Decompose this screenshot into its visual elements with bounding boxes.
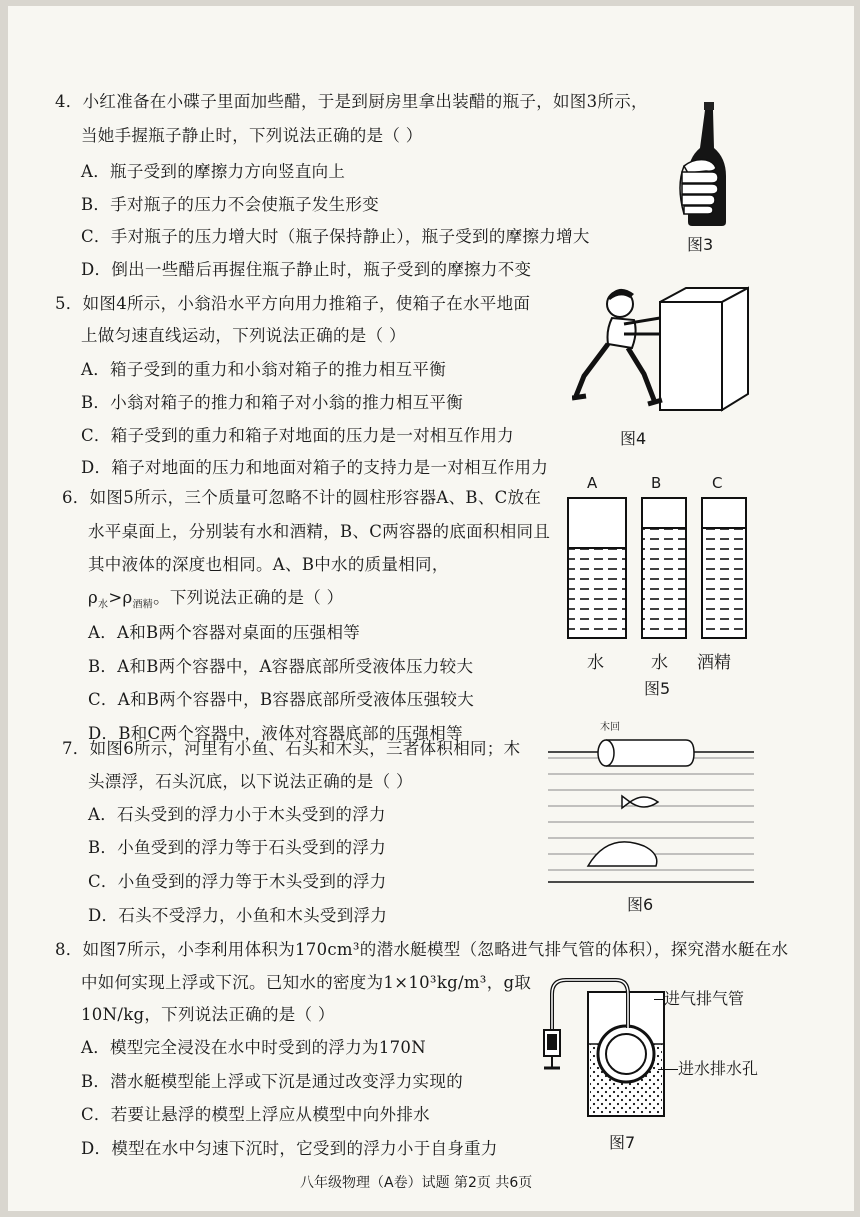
container-b-liquid: 水 <box>651 653 668 673</box>
greater-than-rho: >ρ <box>108 588 133 607</box>
figure-5-caption: 图5 <box>644 679 671 698</box>
q8-option-c: C．若要让悬浮的模型上浮应从模型中向外排水 <box>81 1105 430 1124</box>
q6-option-c: C．A和B两个容器中，B容器底部所受液体压强较大 <box>88 690 474 709</box>
hole-label-text: 进水排水孔 <box>678 1059 759 1078</box>
q6-stem-line1: 6．如图5所示，三个质量可忽略不计的圆柱形容器A、B、C放在 <box>62 488 542 507</box>
tube-label-text: 进气排气管 <box>664 989 745 1008</box>
q5-option-b: B．小翁对箱子的推力和箱子对小翁的推力相互平衡 <box>81 393 464 412</box>
q4-option-d: D．倒出一些醋后再握住瓶子静止时，瓶子受到的摩擦力不变 <box>81 260 532 279</box>
q4-stem-line2: 当她手握瓶子静止时，下列说法正确的是（ ） <box>81 126 423 145</box>
q6-stem-line2: 水平桌面上，分别装有水和酒精，B、C两容器的底面积相同且 <box>88 522 551 541</box>
exam-page <box>8 6 854 1211</box>
container-c-liquid: 酒精 <box>697 653 731 673</box>
q8-stem-line1: 8．如图7所示，小李利用体积为170cm³的潜水艇模型（忽略进气排气管的体积），探究潜水艇在水 <box>55 940 789 959</box>
three-containers-figure <box>564 494 764 644</box>
q4-option-b: B．手对瓶子的压力不会使瓶子发生形变 <box>81 195 380 214</box>
alcohol-subscript: 酒精 <box>132 599 154 611</box>
hole-label <box>658 1056 758 1079</box>
rho-symbol: ρ <box>88 588 99 607</box>
q8-option-a: A．模型完全浸没在水中时受到的浮力为170N <box>81 1038 426 1057</box>
page-footer: 八年级物理（A卷）试题 第2页 共6页 <box>300 1175 533 1191</box>
q6-stem-tail: 。下列说法正确的是（ ） <box>153 588 344 607</box>
q7-option-d: D．石头不受浮力，小鱼和木头受到浮力 <box>88 906 388 925</box>
figure-3-caption: 图3 <box>687 235 714 254</box>
q6-stem-line3: 其中液体的深度也相同。A、B中水的质量相同， <box>88 555 449 574</box>
person-pushing-box-figure <box>572 286 758 416</box>
q6-option-b: B．A和B两个容器中，A容器底部所受液体压力较大 <box>88 657 474 676</box>
tube-label <box>654 986 744 1009</box>
q8-stem-line2: 中如何实现上浮或下沉。已知水的密度为1×10³kg/m³，g取 <box>81 973 532 992</box>
water-subscript: 水 <box>98 599 109 611</box>
q8-option-d: D．模型在水中匀速下沉时，它受到的浮力小于自身重力 <box>81 1139 498 1158</box>
q5-option-c: C．箱子受到的重力和箱子对地面的压力是一对相互作用力 <box>81 426 514 445</box>
q8-option-b: B．潜水艇模型能上浮或下沉是通过改变浮力实现的 <box>81 1072 464 1091</box>
q4-stem-line1: 4．小红准备在小碟子里面加些醋，于是到厨房里拿出装醋的瓶子，如图3所示， <box>55 92 648 111</box>
q7-stem-line1: 7．如图6所示，河里有小鱼、石头和木头，三者体积相同；木 <box>62 739 521 758</box>
wood-label: 木回 <box>600 722 620 733</box>
container-a-label: A <box>587 474 598 492</box>
q5-option-d: D．箱子对地面的压力和地面对箱子的支持力是一对相互作用力 <box>81 458 549 477</box>
q7-option-b: B．小鱼受到的浮力等于石头受到的浮力 <box>88 838 387 857</box>
q6-stem-line4 <box>88 588 343 615</box>
q5-option-a: A．箱子受到的重力和小翁对箱子的推力相互平衡 <box>81 360 447 379</box>
q4-option-a: A．瓶子受到的摩擦力方向竖直向上 <box>81 162 346 181</box>
q4-option-c: C．手对瓶子的压力增大时（瓶子保持静止），瓶子受到的摩擦力增大 <box>81 227 590 246</box>
q7-option-c: C．小鱼受到的浮力等于木头受到的浮力 <box>88 872 387 891</box>
bottle-in-hand-figure <box>674 100 740 228</box>
q5-stem-line1: 5．如图4所示，小翁沿水平方向用力推箱子，使箱子在水平地面 <box>55 294 531 313</box>
river-figure <box>544 728 758 888</box>
figure-6-caption: 图6 <box>627 895 654 914</box>
container-c-label: C <box>712 474 723 492</box>
q7-option-a: A．石头受到的浮力小于木头受到的浮力 <box>88 805 386 824</box>
container-a-liquid: 水 <box>587 653 604 673</box>
figure-4-caption: 图4 <box>620 429 647 448</box>
q8-stem-line3: 10N/kg，下列说法正确的是（ ） <box>81 1005 335 1024</box>
figure-7-caption: 图7 <box>609 1133 636 1152</box>
q5-stem-line2: 上做匀速直线运动，下列说法正确的是（ ） <box>81 326 406 345</box>
q6-option-a: A．A和B两个容器对桌面的压强相等 <box>88 623 361 642</box>
q7-stem-line2: 头漂浮，石头沉底，以下说法正确的是（ ） <box>88 772 413 791</box>
q6-option-d: D．B和C两个容器中，液体对容器底部的压强相等 <box>88 724 463 743</box>
container-b-label: B <box>651 474 662 492</box>
submarine-model-figure <box>528 974 668 1124</box>
